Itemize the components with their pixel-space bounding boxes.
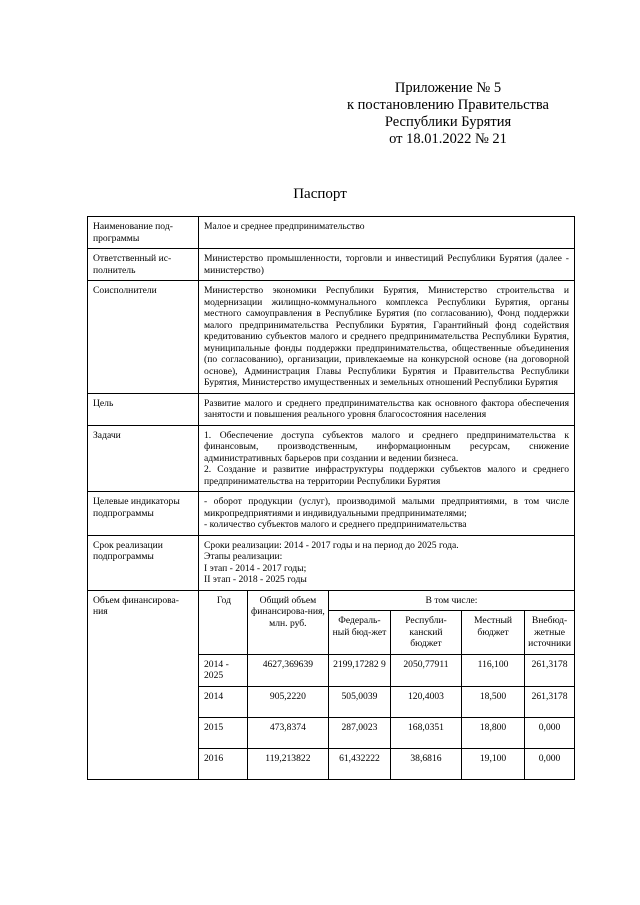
cell-local: 116,100 — [461, 654, 524, 686]
header-including: В том числе: — [328, 591, 574, 611]
header-local: Местный бюджет — [461, 611, 524, 655]
row-value: Министерство экономики Республики Бурятия, Министерство строительства и модернизации жилищно-коммунального комплекса Республики Бурятия, органы местного самоуправления в Республике Бурятия (по согласованию), Фонд поддержки малого предпринимательства Республики Бурятия, Гарантийный фонд содействия кредитованию субъектов малого и среднего предпринимательства Республики Бурятия, муниципальные фонды поддержки предпринимательства, общественные объединения (по согласованию), организации, привлекаемые на конкурсной основе (на договорной основе), Администрация Главы Республики Бурятия и Правительства Республики Бурятия, Министерство имущественных и земельных отношений Республики Бурятия — [199, 281, 575, 394]
row-label: Объем финансирова-ния — [88, 590, 199, 779]
appendix-date: от 18.01.2022 № 21 — [389, 131, 507, 147]
cell-total: 4627,369639 — [247, 654, 328, 686]
cell-federal: 61,432222 — [328, 748, 390, 779]
row-coexecutors — [88, 281, 575, 394]
indicator-item: - оборот продукции (услуг), производимой малыми предприятиями, в том числе микропредприятиями и индивидуальными предпринимателями; — [204, 496, 569, 519]
cell-federal: 505,0039 — [328, 686, 390, 717]
cell-regional: 168,0351 — [390, 717, 461, 748]
row-value — [199, 535, 575, 590]
cell-year: 2014 — [199, 686, 247, 717]
finance-cell — [199, 590, 575, 779]
term-item: I этап - 2014 - 2017 годы; — [204, 562, 307, 574]
table-row — [199, 717, 574, 748]
cell-federal: 287,0023 — [328, 717, 390, 748]
row-value: Развитие малого и среднего предпринимательства как основного фактора обеспечения занятости и повышения реального уровня благосостояния населения — [199, 393, 575, 425]
row-tasks — [88, 425, 575, 492]
row-terms — [88, 535, 575, 590]
term-item: II этап - 2018 - 2025 годы — [204, 574, 307, 585]
table-row — [199, 654, 574, 686]
cell-local: 19,100 — [461, 748, 524, 779]
row-executor — [88, 249, 575, 281]
row-value: Малое и среднее предпринимательство — [199, 217, 575, 249]
cell-regional: 120,4003 — [390, 686, 461, 717]
cell-federal: 2199,17282 9 — [328, 654, 390, 686]
header-total: Общий объем финансирова-ния, млн. руб. — [247, 591, 328, 655]
cell-local: 18,800 — [461, 717, 524, 748]
row-finance — [88, 590, 575, 779]
indicator-item: - количество субъектов малого и среднего предпринимательства — [204, 519, 467, 530]
task-item: 1. Обеспечение доступа субъектов малого и среднего предпринимательства к финансовым, производственным, информационным ресурсам, снижение административных барьеров при создании и ведении бизнеса. — [204, 429, 569, 464]
appendix-decree: к постановлению Правительства — [347, 97, 549, 113]
cell-total: 119,213822 — [247, 748, 328, 779]
header-year: Год — [199, 591, 247, 655]
row-label: Наименование под-программы — [88, 217, 199, 249]
cell-extra: 261,3178 — [525, 686, 574, 717]
appendix-number: Приложение № 5 — [394, 80, 502, 96]
cell-extra: 261,3178 — [525, 654, 574, 686]
row-label: Целевые индикаторы подпрограммы — [88, 492, 199, 536]
cell-total: 905,2220 — [247, 686, 328, 717]
row-label: Срок реализации подпрограммы — [88, 535, 199, 590]
appendix-header — [328, 80, 568, 148]
cell-year: 2014 - 2025 — [199, 654, 247, 686]
finance-table — [199, 591, 574, 779]
task-item: 2. Создание и развитие инфраструктуры поддержки субъектов малого и среднего предпринимательства на территории Республики Бурятия — [204, 464, 569, 487]
cell-local: 18,500 — [461, 686, 524, 717]
row-value — [199, 492, 575, 536]
row-label: Цель — [88, 393, 199, 425]
cell-extra: 0,000 — [525, 717, 574, 748]
header-federal: Федераль-ный бюд-жет — [328, 611, 390, 655]
table-row — [199, 748, 574, 779]
row-value: Министерство промышленности, торговли и инвестиций Республики Бурятия (далее - министерство) — [199, 249, 575, 281]
cell-total: 473,8374 — [247, 717, 328, 748]
row-label: Соисполнители — [88, 281, 199, 394]
cell-year: 2016 — [199, 748, 247, 779]
term-item: Этапы реализации: — [204, 551, 283, 562]
finance-header-row — [199, 591, 574, 611]
cell-extra: 0,000 — [525, 748, 574, 779]
row-value — [199, 425, 575, 492]
cell-regional: 2050,77911 — [390, 654, 461, 686]
row-goal — [88, 393, 575, 425]
appendix-republic: Республики Бурятия — [384, 114, 512, 130]
header-regional: Республи-канский бюджет — [390, 611, 461, 655]
row-label: Задачи — [88, 425, 199, 492]
row-indicators — [88, 492, 575, 536]
header-extra: Внебюд-жетные источники — [525, 611, 574, 655]
table-row — [199, 686, 574, 717]
page-title: Паспорт — [293, 186, 347, 202]
row-name — [88, 217, 575, 249]
row-label: Ответственный ис-полнитель — [88, 249, 199, 281]
term-item: Сроки реализации: 2014 - 2017 годы и на период до 2025 года. — [204, 539, 459, 551]
cell-regional: 38,6816 — [390, 748, 461, 779]
passport-table — [87, 216, 575, 780]
cell-year: 2015 — [199, 717, 247, 748]
